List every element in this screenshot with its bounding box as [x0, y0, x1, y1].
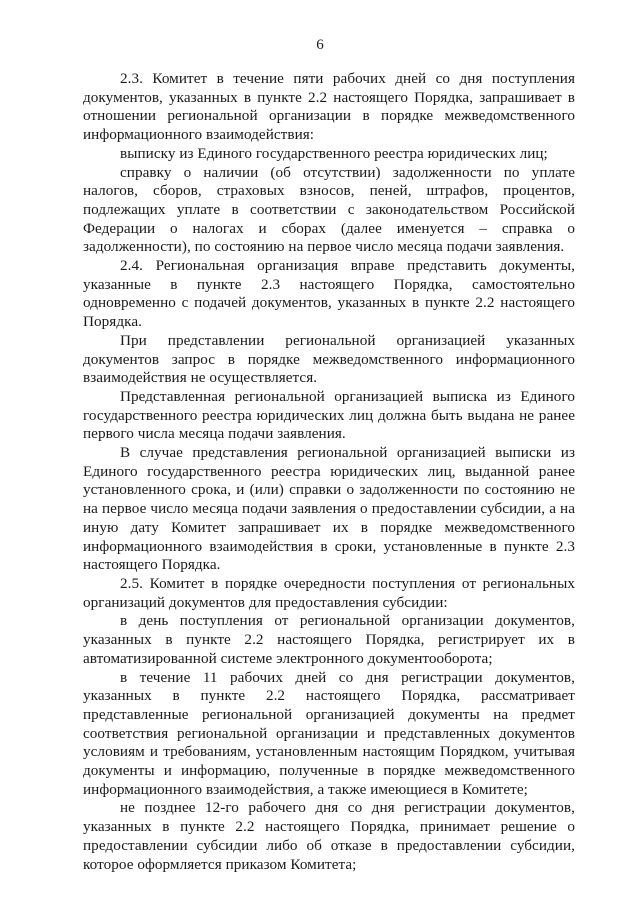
paragraph-debt-certificate: справку о наличии (об отсутствии) задолженности по уплате налогов, сборов, страховых взносов, пеней, штрафов, процентов, подлежащих уплате в соответствии с законодательством Российской Федерации о налогах и сборах (далее именуется – справка о задолженности), по состоянию на первое число месяца подачи заявления. [83, 163, 575, 256]
document-body [83, 70, 575, 874]
paragraph-2-3: 2.3. Комитет в течение пяти рабочих дней со дня поступления документов, указанных в пункте 2.2 настоящего Порядка, запрашивает в отношении региональной организации в порядке межведомственного информационного взаимодействия: [83, 70, 575, 144]
paragraph-2-4: 2.4. Региональная организация вправе представить документы, указанные в пункте 2.3 настоящего Порядка, самостоятельно одновременно с подачей документов, указанных в пункте 2.2 настоящего Порядка. [83, 257, 575, 331]
paragraph-decision: не позднее 12-го рабочего дня со дня регистрации документов, указанных в пункте 2.2 настоящего Порядка, принимает решение о предоставлении субсидии либо об отказе в предоставлении субсидии, которое оформляется приказом Комитета; [83, 799, 575, 873]
paragraph-no-request: При представлении региональной организацией указанных документов запрос в порядке межведомственного информационного взаимодействия не осуществляется. [83, 331, 575, 387]
paragraph-registration: в день поступления от региональной организации документов, указанных в пункте 2.2 настоящего Порядка, регистрирует их в автоматизированной системе электронного документооборота; [83, 612, 575, 667]
paragraph-late-documents: В случае представления региональной организацией выписки из Единого государственного реестра юридических лиц, выданной ранее установленного срока, и (или) справки о задолженности по состоянию не на первое число месяца подачи заявления о предоставлении субсидии, а на иную дату Комитет запрашивает их в порядке межведомственного информационного взаимодействия в сроки, установленные в пункте 2.3 настоящего Порядка. [83, 444, 575, 574]
paragraph-extract-date: Представленная региональной организацией выписка из Единого государственного реестра юридических лиц должна быть выдана не ранее первого числа месяца подачи заявления. [83, 387, 575, 443]
paragraph-review: в течение 11 рабочих дней со дня регистрации документов, указанных в пункте 2.2 настоящего Порядка, рассматривает представленные региональной организацией документы на предмет соответствия региональной организации и представленных документов условиям и требованиям, установленным настоящим Порядком, учитывая документы и информацию, полученные в порядке межведомственного информационного взаимодействия, а также имеющиеся в Комитете; [83, 668, 575, 798]
paragraph-2-5: 2.5. Комитет в порядке очередности поступления от региональных организаций документов для предоставления субсидии: [83, 574, 575, 611]
paragraph-egrul-extract: выписку из Единого государственного реестра юридических лиц; [120, 144, 548, 162]
page-number: 6 [316, 37, 324, 53]
